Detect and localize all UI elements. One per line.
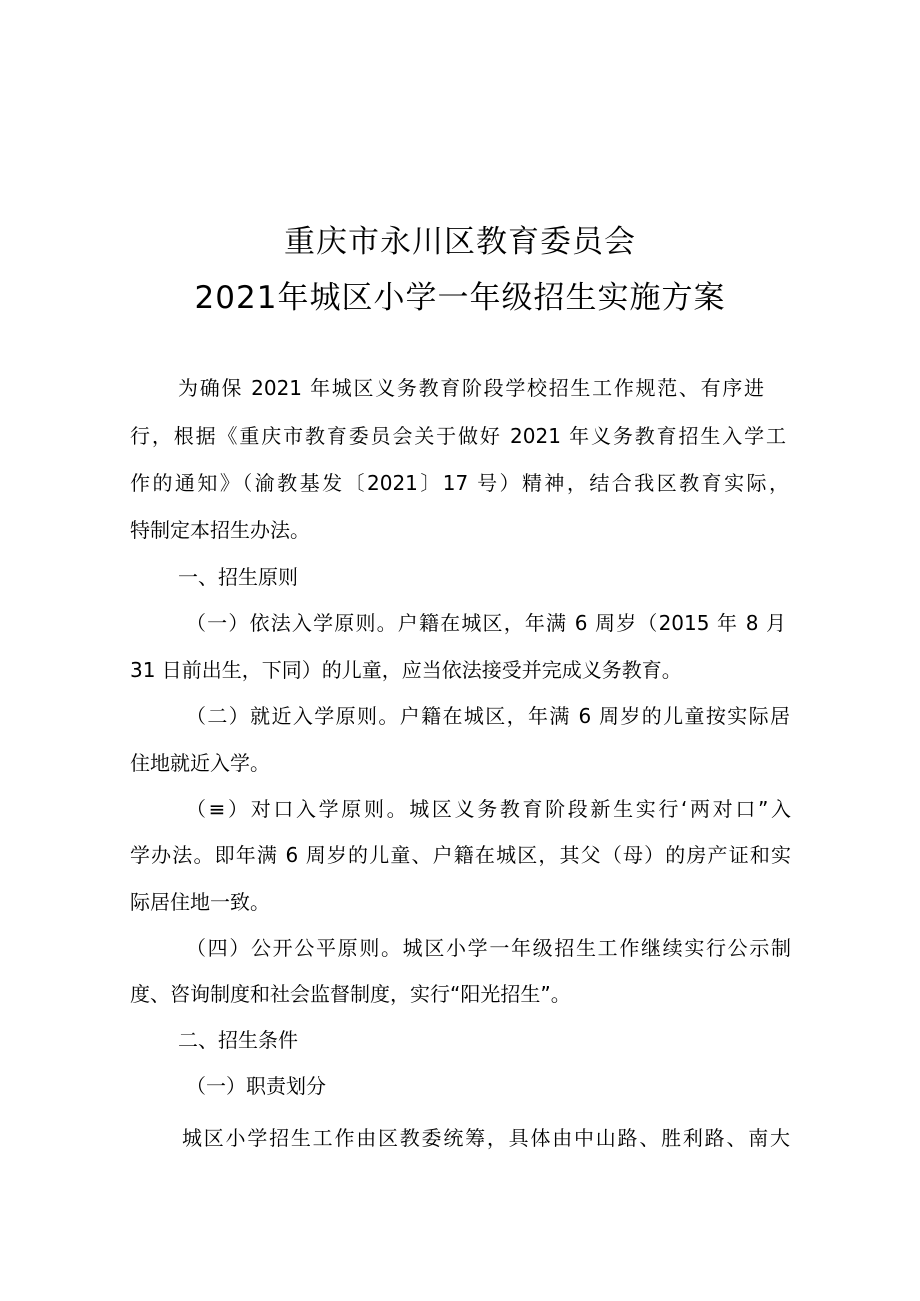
paragraph-line: 31 日前出生，下同）的儿童，应当依法接受并完成义务教育。 (130, 658, 682, 682)
paragraph-line: 行，根据《重庆市教育委员会关于做好 2021 年义务教育招生入学工 (130, 424, 786, 448)
paragraph-line: 度、咨询制度和社会监督制度，实行“阳光招生”。 (130, 982, 571, 1006)
document-title-line-2: 2021年城区小学一年级招生实施方案 (194, 280, 726, 316)
paragraph-line: （≡）对口入学原则。城区义务教育阶段新生实行‘两对口”入 (186, 797, 791, 821)
paragraph-line: 作的通知》（渝教基发〔2021〕17 号）精神，结合我区教育实际， (130, 471, 789, 495)
paragraph-line: 住地就近入学。 (130, 751, 270, 775)
paragraph-line: （四）公开公平原则。城区小学一年级招生工作继续实行公示制 (186, 936, 791, 960)
paragraph-line: 际居住地一致。 (130, 890, 270, 914)
paragraph-line: （一）依法入学原则。户籍在城区，年满 6 周岁（2015 年 8 月 (186, 611, 786, 635)
section-heading: 二、招生条件 (178, 1028, 298, 1052)
paragraph-line: 学办法。即年满 6 周岁的儿童、户籍在城区，其父（母）的房产证和实 (130, 843, 791, 867)
subsection-heading: （一）职责划分 (186, 1074, 326, 1098)
paragraph-line: 特制定本招生办法。 (130, 518, 310, 542)
paragraph-line: （二）就近入学原则。户籍在城区，年满 6 周岁的儿童按实际居 (186, 704, 790, 728)
section-heading: 一、招生原则 (178, 565, 298, 589)
document-title-line-1: 重庆市永川区教育委员会 (284, 224, 636, 260)
paragraph-line: 城区小学招生工作由区教委统筹，具体由中山路、胜利路、南大 (182, 1126, 790, 1150)
paragraph-line: 为确保 2021 年城区义务教育阶段学校招生工作规范、有序进 (178, 376, 764, 400)
